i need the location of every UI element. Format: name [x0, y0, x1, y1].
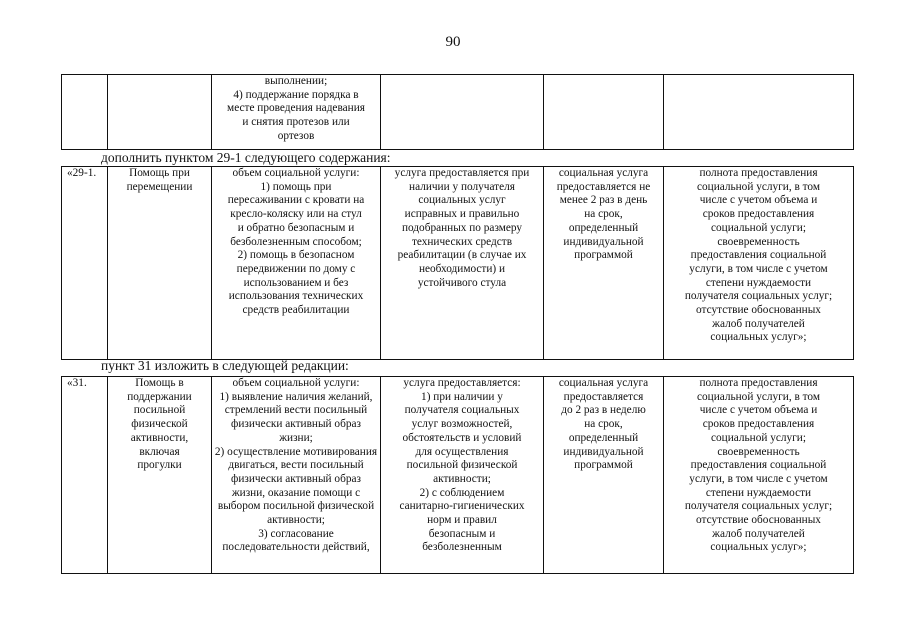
cell-text-line: индивидуальной: [563, 235, 644, 248]
cell-text-line: реабилитации (в случае их: [397, 249, 527, 262]
page-number: 90: [445, 34, 461, 50]
cell-quality: [664, 377, 854, 574]
cell-text-line: 1) при наличии у: [421, 390, 503, 403]
cell-text-line: социальных услуг: [418, 194, 506, 207]
cell-term: [544, 75, 664, 150]
cell-conditions: [381, 167, 544, 360]
cell-text-line: 2) помощь в безопасном: [237, 249, 355, 262]
cell-name: [108, 377, 212, 574]
cell-content: [212, 75, 381, 150]
table-row: [62, 167, 854, 360]
cell-text-line: социальной услуги;: [711, 221, 806, 234]
cell-text-line: 3) согласование: [258, 527, 334, 540]
cell-text-line: определенный: [568, 431, 639, 444]
cell-text-line: жалоб получателей: [712, 527, 805, 540]
cell-text-line: передвижении по дому с: [236, 262, 356, 275]
cell-text-line: числе с учетом объема и: [699, 194, 818, 207]
cell-text-line: индивидуальной: [563, 445, 644, 458]
cell-text-line: активности;: [433, 472, 491, 485]
cell-text-line: использованием и без: [243, 276, 349, 289]
cell-text-line: получателя социальных услуг;: [684, 290, 833, 303]
table-row: [62, 75, 854, 150]
cell-text-line: подобранных по размеру: [401, 221, 523, 234]
cell-text-line: использования технических: [228, 290, 364, 303]
cell-text-line: кресло-коляску или на стул: [230, 208, 362, 221]
cell-term: [544, 167, 664, 360]
cell-text-line: программой: [574, 249, 633, 262]
table-row-31: [61, 376, 854, 574]
cell-text-line: объем социальной услуги:: [232, 377, 360, 389]
cell-text-line: стремлений вести посильный: [224, 404, 368, 417]
cell-text-line: ортезов: [277, 129, 315, 142]
cell-text-line: полнота предоставления: [699, 377, 818, 389]
cell-text-line: двигаться, вести посильный: [228, 459, 364, 472]
cell-text-line: пересаживании с кровати на: [227, 194, 365, 207]
cell-text-line: менее 2 раз в день: [559, 194, 648, 207]
cell-text-line: социальных услуг»;: [710, 331, 807, 344]
cell-content: [212, 377, 381, 574]
cell-text-line: Помощь в: [135, 377, 184, 389]
cell-text-line: норм и правил: [427, 514, 497, 527]
cell-text-line: числе с учетом объема и: [699, 404, 818, 417]
cell-text-line: жизни;: [279, 431, 313, 444]
cell-text-line: на срок,: [584, 418, 623, 431]
cell-text-line: средств реабилитации: [242, 304, 350, 317]
cell-text-line: получателя социальных услуг;: [684, 500, 833, 513]
cell-conditions: [381, 75, 544, 150]
cell-text-line: услуга предоставляется при: [394, 167, 530, 179]
cell-text-line: социальная услуга: [558, 377, 649, 389]
cell-text-line: для осуществления: [415, 445, 509, 458]
cell-quality: [664, 167, 854, 360]
cell-text-line: услуга предоставляется:: [403, 377, 521, 389]
cell-number: «29-1.: [62, 167, 108, 360]
cell-text-line: предоставляется не: [556, 180, 651, 193]
cell-text-line: отсутствие обоснованных: [696, 514, 821, 527]
cell-text-line: социальной услуги, в том: [696, 180, 821, 193]
cell-content: [212, 167, 381, 360]
cell-text-line: жизни, оказание помощи с: [231, 486, 361, 499]
cell-text-line: 2) с соблюдением: [419, 486, 505, 499]
cell-text-line: 2) осуществление мотивирования: [214, 445, 378, 458]
cell-text-line: объем социальной услуги:: [232, 167, 360, 179]
cell-text-line: своевременность: [717, 235, 800, 248]
cell-text-line: последовательности действий,: [222, 541, 370, 554]
cell-text-line: исправных и правильно: [404, 208, 520, 221]
cell-text-line: определенный: [568, 221, 639, 234]
table-row: [62, 377, 854, 574]
cell-text-line: наличии у получателя: [409, 180, 515, 193]
cell-text-line: и обратно безопасным и: [237, 221, 355, 234]
cell-text-line: безболезненным способом;: [230, 235, 362, 248]
cell-text-line: выполнении;: [264, 75, 328, 87]
cell-text-line: жалоб получателей: [712, 317, 805, 330]
cell-text-line: активности,: [130, 431, 189, 444]
cell-text-line: и снятия протезов или: [242, 116, 350, 129]
cell-text-line: сроков предоставления: [702, 208, 815, 221]
cell-text-line: физически активный образ: [231, 418, 361, 431]
cell-text-line: социальной услуги, в том: [696, 390, 821, 403]
cell-text-line: 1) помощь при: [260, 180, 332, 193]
cell-term: [544, 377, 664, 574]
cell-conditions: [381, 377, 544, 574]
cell-text-line: 4) поддержание порядка в: [233, 88, 359, 101]
cell-text-line: своевременность: [717, 445, 800, 458]
cell-text-line: активности;: [267, 514, 325, 527]
cell-text-line: социальной услуги;: [711, 431, 806, 444]
cell-text-line: предоставления социальной: [690, 249, 827, 262]
cell-text-line: на срок,: [584, 208, 623, 221]
cell-text-line: получателя социальных: [404, 404, 520, 417]
cell-text-line: услуги, в том числе с учетом: [689, 262, 828, 275]
cell-text-line: технических средств: [411, 235, 513, 248]
cell-number: «31.: [62, 377, 108, 574]
cell-text-line: посильной физической: [406, 459, 518, 472]
cell-text-line: услуги, в том числе с учетом: [689, 472, 828, 485]
cell-text-line: выбором посильной физической: [217, 500, 375, 513]
cell-text-line: перемещении: [126, 180, 193, 193]
cell-text-line: социальная услуга: [558, 167, 649, 179]
cell-text-line: полнота предоставления: [699, 167, 818, 179]
cell-text-line: степени нуждаемости: [705, 276, 812, 289]
cell-text-line: отсутствие обоснованных: [696, 304, 821, 317]
cell-text-line: безопасным и: [428, 527, 496, 540]
cell-text-line: предоставления социальной: [690, 459, 827, 472]
cell-text-line: до 2 раз в неделю: [561, 404, 646, 417]
cell-text-line: безболезненным: [422, 541, 502, 554]
cell-text-line: Помощь при: [129, 167, 190, 179]
cell-text-line: сроков предоставления: [702, 418, 815, 431]
table-row-29-1: [61, 166, 854, 360]
table-continued: [61, 74, 854, 150]
cell-text-line: необходимости) и: [418, 262, 506, 275]
cell-quality: [664, 75, 854, 150]
cell-text-line: физически активный образ: [231, 472, 361, 485]
cell-text-line: включая: [139, 445, 180, 458]
instruction-add-29-1: дополнить пунктом 29-1 следующего содержания:: [101, 150, 391, 165]
cell-text-line: предоставляется: [563, 390, 644, 403]
cell-text-line: степени нуждаемости: [705, 486, 812, 499]
cell-number: [62, 75, 108, 150]
instruction-edit-31: пункт 31 изложить в следующей редакции:: [101, 358, 349, 373]
cell-text-line: поддержании: [127, 390, 192, 403]
cell-text-line: физической: [131, 418, 188, 431]
cell-text-line: устойчивого стула: [417, 276, 507, 289]
cell-text-line: программой: [574, 459, 633, 472]
cell-name: [108, 75, 212, 150]
cell-text-line: месте проведения надевания: [227, 102, 365, 115]
cell-text-line: прогулки: [137, 459, 182, 472]
cell-text-line: 1) выявление наличия желаний,: [219, 390, 373, 403]
cell-text-line: санитарно-гигиенических: [399, 500, 525, 513]
cell-name: [108, 167, 212, 360]
cell-text-line: социальных услуг»;: [710, 541, 807, 554]
cell-text-line: посильной: [133, 404, 186, 417]
cell-text-line: обстоятельств и условий: [402, 431, 522, 444]
cell-text-line: услуг возможностей,: [411, 418, 513, 431]
